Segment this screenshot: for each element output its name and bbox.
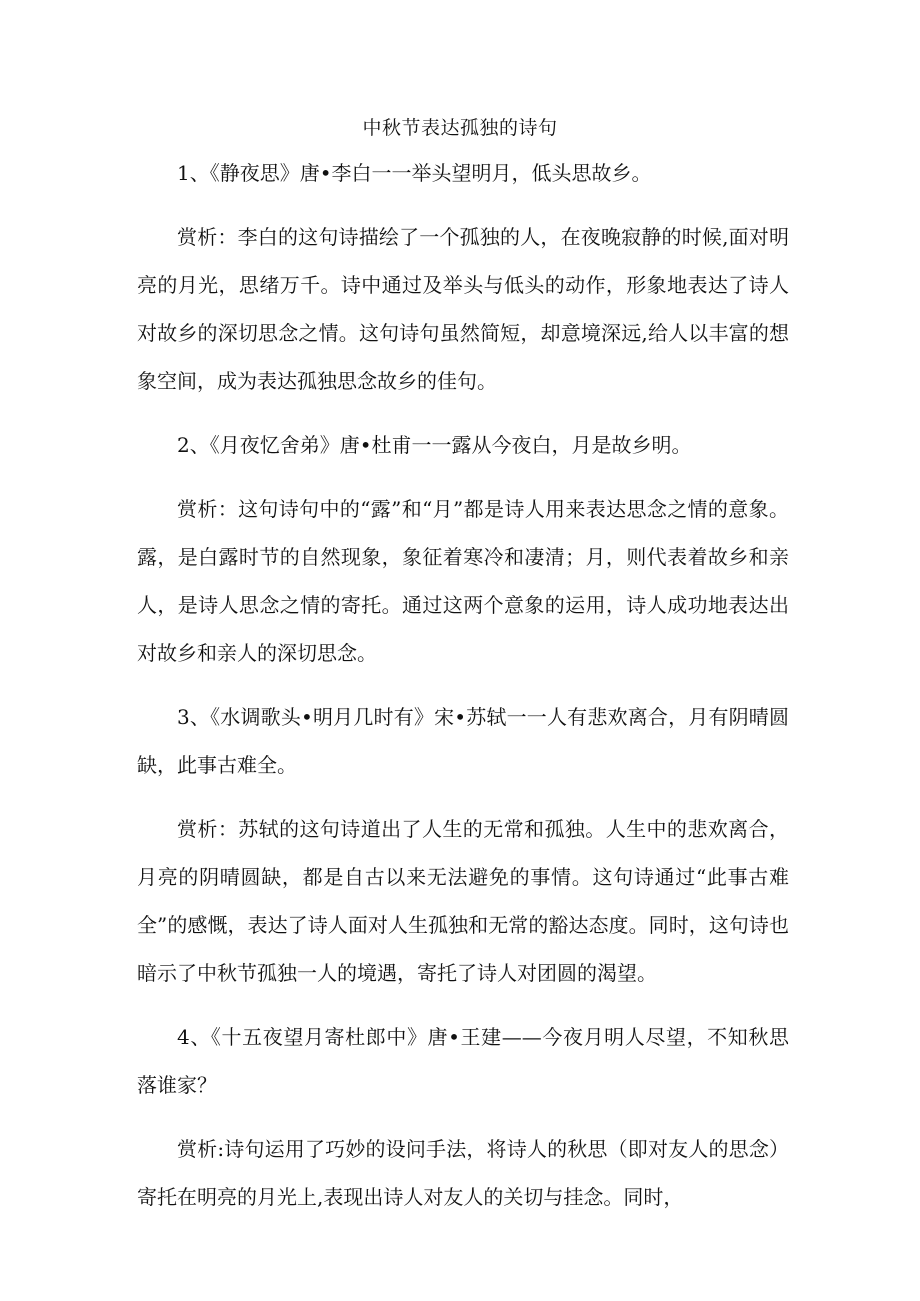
poem-heading-2: 2、《月夜忆舍弟》唐•杜甫一一露从今夜白，月是故乡明。 (177, 433, 692, 457)
document-body (137, 149, 789, 1221)
poem-heading-1: 1、《静夜思》唐•李白一一举头望明月，低头思故乡。 (177, 161, 652, 185)
analysis-paragraph-2: 赏析：这句诗句中的“露”和“月”都是诗人用来表达思念之情的意象。露，是白露时节的自然现象，象征着寒冷和凄清；月，则代表着故乡和亲人，是诗人思念之情的寄托。通过这两个意象的运用，诗人成功地表达出对故乡和亲人的深切思念。 (137, 497, 789, 665)
analysis-paragraph-1: 赏析：李白的这句诗描绘了一个孤独的人，在夜晚寂静的时候,面对明亮的月光，思绪万千。诗中通过及举头与低头的动作，形象地表达了诗人对故乡的深切思念之情。这句诗句虽然简短，却意境深远,给人以丰富的想象空间，成为表达孤独思念故乡的佳句。 (137, 225, 789, 393)
poem-heading-4: 4、《十五夜望月寄杜郎中》唐•王建——今夜月明人尽望，不知秋思落谁家？ (137, 1025, 789, 1097)
document-title: 中秋节表达孤独的诗句 (362, 117, 558, 139)
analysis-paragraph-3: 赏析：苏轼的这句诗道出了人生的无常和孤独。人生中的悲欢离合，月亮的阴晴圆缺，都是自古以来无法避免的事情。这句诗通过“此事古难全”的感慨，表达了诗人面对人生孤独和无常的豁达态度。同时，这句诗也暗示了中秋节孤独一人的境遇，寄托了诗人对团圆的渴望。 (137, 817, 789, 985)
poem-heading-3: 3、《水调歌头•明月几时有》宋•苏轼一一人有悲欢离合，月有阴晴圆缺，此事古难全。 (137, 705, 789, 777)
analysis-paragraph-4: 赏析:诗句运用了巧妙的设问手法，将诗人的秋思（即对友人的思念）寄托在明亮的月光上,表现出诗人对友人的关切与挂念。同时， (137, 1137, 789, 1209)
